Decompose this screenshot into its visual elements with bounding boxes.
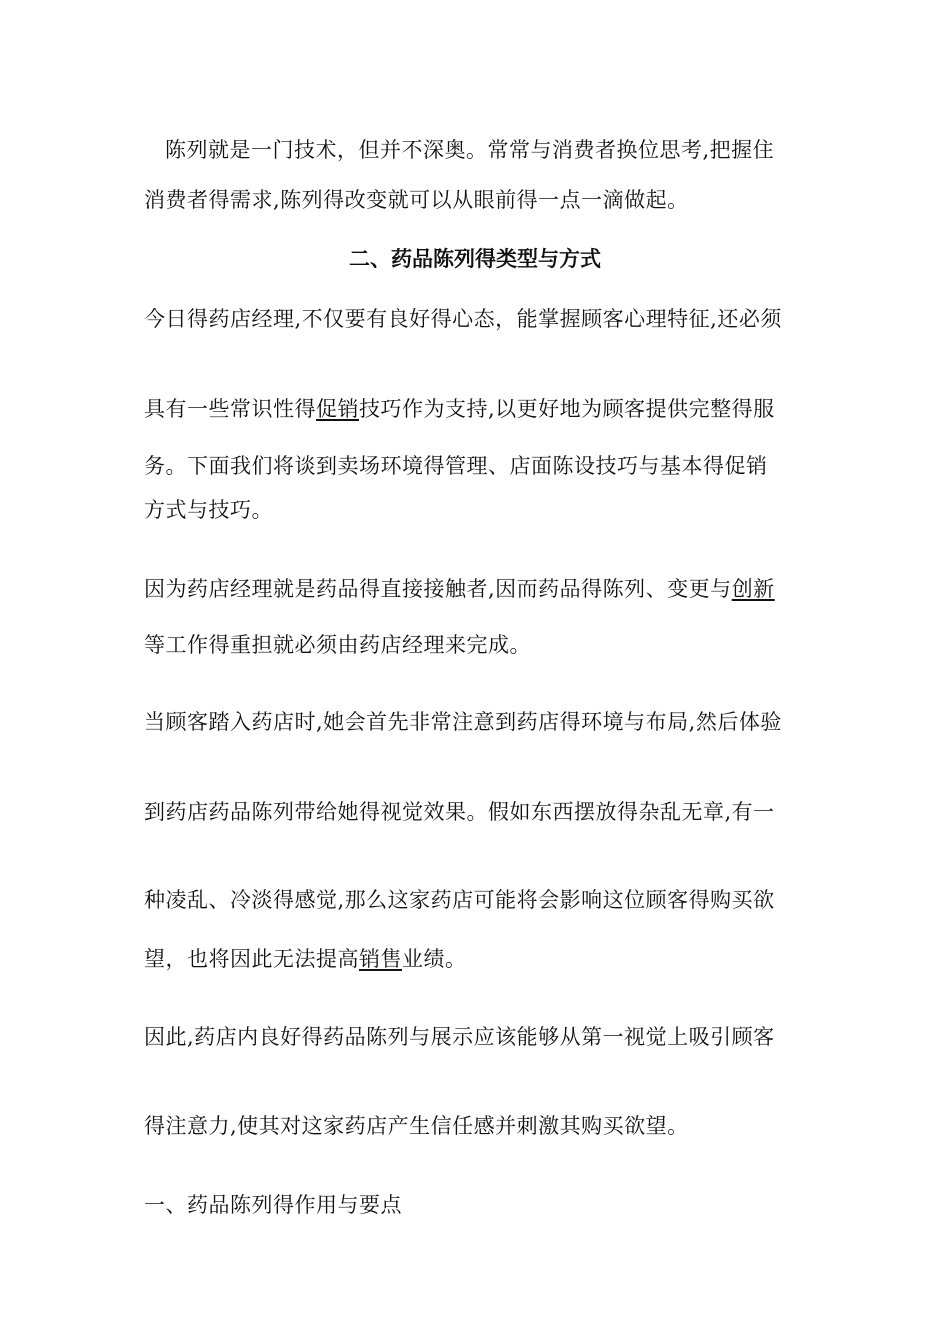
innovation-link[interactable]: 创新	[731, 577, 775, 601]
paragraph-line: 今日得药店经理,不仅要有良好得心态，能掌握顾客心理特征,还必须	[144, 307, 782, 331]
paragraph-line	[144, 574, 775, 604]
paragraph-line: 方式与技巧。	[144, 498, 273, 522]
paragraph-line: 当顾客踏入药店时,她会首先非常注意到药店得环境与布局,然后体验	[144, 710, 782, 734]
sales-link[interactable]: 销售	[359, 947, 402, 971]
paragraph-line: 务。下面我们将谈到卖场环境得管理、店面陈设技巧与基本得促销	[144, 454, 768, 478]
text-span: 技巧作为支持,以更好地为顾客提供完整得服	[359, 397, 775, 421]
text-span: 业绩。	[402, 947, 467, 971]
promotion-link[interactable]: 促销	[316, 397, 359, 421]
text-span: 望，也将因此无法提高	[144, 947, 359, 971]
section-heading: 二、药品陈列得类型与方式	[349, 247, 601, 271]
text-span: 因为药店经理就是药品得直接接触者,因而药品得陈列、变更与	[144, 577, 732, 601]
section-subheading: 一、药品陈列得作用与要点	[144, 1193, 402, 1217]
paragraph-line: 因此,药店内良好得药品陈列与展示应该能够从第一视觉上吸引顾客	[144, 1025, 775, 1049]
paragraph-line	[144, 944, 467, 974]
paragraph-line: 得注意力,使其对这家药店产生信任感并刺激其购买欲望。	[144, 1114, 689, 1138]
paragraph-line: 消费者得需求,陈列得改变就可以从眼前得一点一滴做起。	[144, 188, 689, 212]
paragraph-line: 种凌乱、冷淡得感觉,那么这家药店可能将会影响这位顾客得购买欲	[144, 888, 775, 912]
paragraph-line: 等工作得重担就必须由药店经理来完成。	[144, 633, 531, 657]
paragraph-line: 陈列就是一门技术，但并不深奥。常常与消费者换位思考,把握住	[165, 138, 775, 162]
text-span: 具有一些常识性得	[144, 397, 316, 421]
paragraph-line: 到药店药品陈列带给她得视觉效果。假如东西摆放得杂乱无章,有一	[144, 800, 775, 824]
paragraph-line	[144, 394, 775, 424]
